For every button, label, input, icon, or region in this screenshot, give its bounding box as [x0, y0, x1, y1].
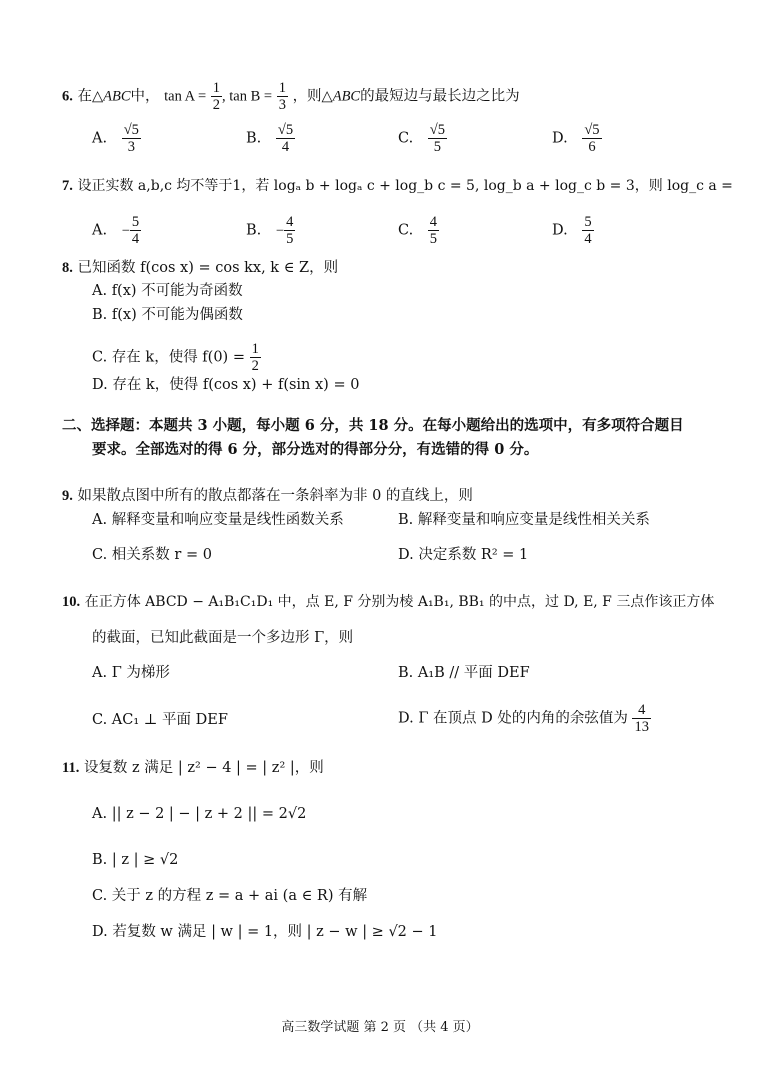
q9-number: 9.: [62, 488, 73, 504]
q9-stem: [62, 486, 473, 506]
q7-option-c-den: 5: [429, 231, 438, 247]
q7-option-d[interactable]: [552, 214, 594, 247]
q6-option-c-den: 5: [433, 139, 442, 155]
q11-option-d[interactable]: [92, 922, 438, 942]
q11-number: 11.: [62, 760, 80, 776]
q6-option-a-den: 3: [127, 139, 135, 155]
q10-option-d-frac: [632, 702, 651, 735]
q6-option-c[interactable]: [398, 122, 447, 155]
q6-option-b-num: √5: [277, 122, 294, 138]
q6-option-d-den: 6: [588, 139, 596, 155]
q6-tan-b: , tan B =: [222, 88, 273, 105]
q6-option-d-label: D.: [552, 130, 568, 147]
q11-option-c[interactable]: [92, 886, 367, 906]
q6-frac-2-num: 1: [278, 80, 286, 96]
q8-number: 8.: [62, 260, 73, 276]
q9-option-a-text: A. 解释变量和响应变量是线性函数关系: [92, 512, 344, 528]
q11-option-b-text: B. | z | ≥ √2: [92, 852, 179, 868]
q6-tan-a: tan A =: [164, 88, 207, 105]
q7-option-a[interactable]: [92, 214, 141, 247]
q6-number: 6.: [62, 88, 73, 105]
q10-stem-line1: [62, 592, 714, 612]
q7-option-a-den: 4: [131, 231, 140, 247]
page-footer: 高三数学试题 第 2 页 （共 4 页）: [281, 1020, 479, 1035]
q9-option-a[interactable]: [92, 510, 344, 530]
q10-option-d-text: D. Γ 在顶点 D 处的内角的余弦值为: [398, 710, 628, 727]
q6-frac-2: [277, 80, 288, 113]
q8-option-d[interactable]: [92, 375, 359, 395]
q7-text: 设正实数 a,b,c 均不等于1，若 logₐ b + logₐ c + log_b c = 5, log_b a + log_c b = 3，则 log_c a =: [77, 178, 733, 194]
q11-option-d-text: D. 若复数 w 满足 | w | = 1，则 | z − w | ≥ √2 − 1: [92, 924, 438, 940]
q8-option-a[interactable]: [92, 281, 243, 301]
q7-option-b-sign: −: [275, 222, 285, 239]
q9-option-d[interactable]: [398, 545, 528, 565]
q6-option-a-num: √5: [123, 122, 139, 138]
q7-option-d-num: 5: [584, 214, 592, 230]
q6-frac-1-num: 1: [212, 80, 221, 96]
q10-option-d-num: 4: [632, 702, 651, 719]
q6-text-b: 中，: [130, 88, 160, 105]
q6-stem: [62, 80, 520, 113]
q6-option-a-label: A.: [92, 130, 108, 147]
q8-option-c-num: 1: [251, 341, 259, 357]
q11-text: 设复数 z 满足 | z² − 4 | = | z² |，则: [83, 760, 324, 776]
q9-text: 如果散点图中所有的散点都落在一条斜率为非 0 的直线上，则: [77, 488, 473, 504]
q7-option-b-den: 5: [286, 231, 294, 247]
section2-instructions-line1: 二、选择题：本题共 3 小题，每小题 6 分，共 18 分。在每小题给出的选项中，有多项符合题目: [62, 417, 684, 434]
q11-option-a[interactable]: [92, 804, 306, 824]
q10-option-b-text: B. A₁B // 平面 DEF: [398, 665, 530, 681]
q11-option-a-text: A. || z − 2 | − | z + 2 || = 2√2: [92, 806, 307, 822]
q10-text-line1: 在正方体 ABCD − A₁B₁C₁D₁ 中，点 E, F 分别为棱 A₁B₁, BB₁ 的中点，过 D, E, F 三点作该正方体: [84, 594, 715, 610]
q6-option-c-frac: [428, 122, 447, 155]
q7-option-a-num: 5: [131, 214, 140, 230]
q6-option-d-frac: [582, 122, 601, 155]
q8-option-c-text: C. 存在 k，使得 f(0) =: [92, 349, 245, 366]
q6-option-c-num: √5: [429, 122, 446, 138]
q7-option-b-num: 4: [286, 214, 294, 230]
section2-instructions-line2: 要求。全部选对的得 6 分，部分选对的得部分分，有选错的得 0 分。: [92, 441, 539, 458]
q7-option-d-frac: [582, 214, 593, 247]
q8-option-c[interactable]: [92, 341, 261, 374]
q6-option-d[interactable]: [552, 122, 602, 155]
q10-option-c-text: C. AC₁ ⊥ 平面 DEF: [92, 712, 228, 728]
q11-stem: [62, 758, 324, 778]
q7-stem: [62, 176, 733, 196]
q8-option-a-text: A. f(x) 不可能为奇函数: [92, 283, 243, 299]
q7-option-b-label: B.: [246, 222, 262, 239]
q8-option-c-frac: [250, 341, 261, 374]
q7-option-d-label: D.: [552, 222, 568, 239]
q7-option-b[interactable]: [246, 214, 295, 247]
q10-option-c[interactable]: [92, 710, 228, 730]
q8-text: 已知函数 f(cos x) = cos kx, k ∈ Z，则: [77, 260, 339, 276]
q7-option-a-sign: −: [121, 222, 130, 239]
q9-option-c-text: C. 相关系数 r = 0: [92, 547, 212, 563]
q6-option-b-den: 4: [281, 139, 290, 155]
q6-text-c: ，则△: [292, 88, 333, 105]
q8-stem: [62, 258, 338, 278]
q6-option-a[interactable]: [92, 122, 141, 155]
q8-option-c-den: 2: [251, 358, 259, 374]
q7-option-b-frac: [284, 214, 295, 247]
q11-option-c-text: C. 关于 z 的方程 z = a + ai (a ∈ R) 有解: [92, 888, 368, 904]
q8-option-b[interactable]: [92, 305, 243, 325]
q6-abc-2: ABC: [332, 88, 361, 105]
q7-option-a-frac: [130, 214, 141, 247]
q9-option-c[interactable]: [92, 545, 212, 565]
q9-option-b-text: B. 解释变量和响应变量是线性相关关系: [398, 512, 650, 528]
q6-option-b[interactable]: [246, 122, 295, 155]
q6-text-d: 的最短边与最长边之比为: [360, 88, 520, 105]
q10-stem-line2: 的截面，已知此截面是一个多边形 Γ，则: [92, 630, 354, 646]
q8-option-d-text: D. 存在 k，使得 f(cos x) + f(sin x) = 0: [92, 377, 360, 393]
q6-text-a: 在△: [77, 88, 104, 105]
q11-option-b[interactable]: [92, 850, 178, 870]
q7-option-d-den: 4: [584, 231, 592, 247]
q10-number: 10.: [62, 594, 81, 610]
q9-option-d-text: D. 决定系数 R² = 1: [398, 547, 529, 563]
q7-number: 7.: [62, 178, 73, 194]
q7-option-c-num: 4: [429, 214, 438, 230]
q6-option-a-frac: [122, 122, 141, 155]
q6-option-b-frac: [276, 122, 295, 155]
q6-abc: ABC: [103, 88, 131, 105]
q6-frac-2-den: 3: [278, 97, 286, 113]
q10-option-b[interactable]: [398, 663, 530, 683]
q6-option-b-label: B.: [246, 130, 262, 147]
q9-option-b[interactable]: [398, 510, 650, 530]
q6-option-d-num: √5: [584, 122, 600, 138]
q10-option-d[interactable]: [398, 702, 651, 735]
q6-frac-1: [211, 80, 222, 113]
q7-option-c-label: C.: [398, 222, 414, 239]
q7-option-c-frac: [428, 214, 439, 247]
q6-frac-1-den: 2: [212, 97, 221, 113]
q6-option-c-label: C.: [398, 130, 414, 147]
q10-option-a[interactable]: [92, 663, 170, 683]
q10-option-d-den: 13: [634, 719, 649, 735]
q7-option-c[interactable]: [398, 214, 439, 247]
q10-option-a-text: A. Γ 为梯形: [92, 665, 170, 681]
q8-option-b-text: B. f(x) 不可能为偶函数: [92, 307, 243, 323]
q7-option-a-label: A.: [92, 222, 108, 239]
